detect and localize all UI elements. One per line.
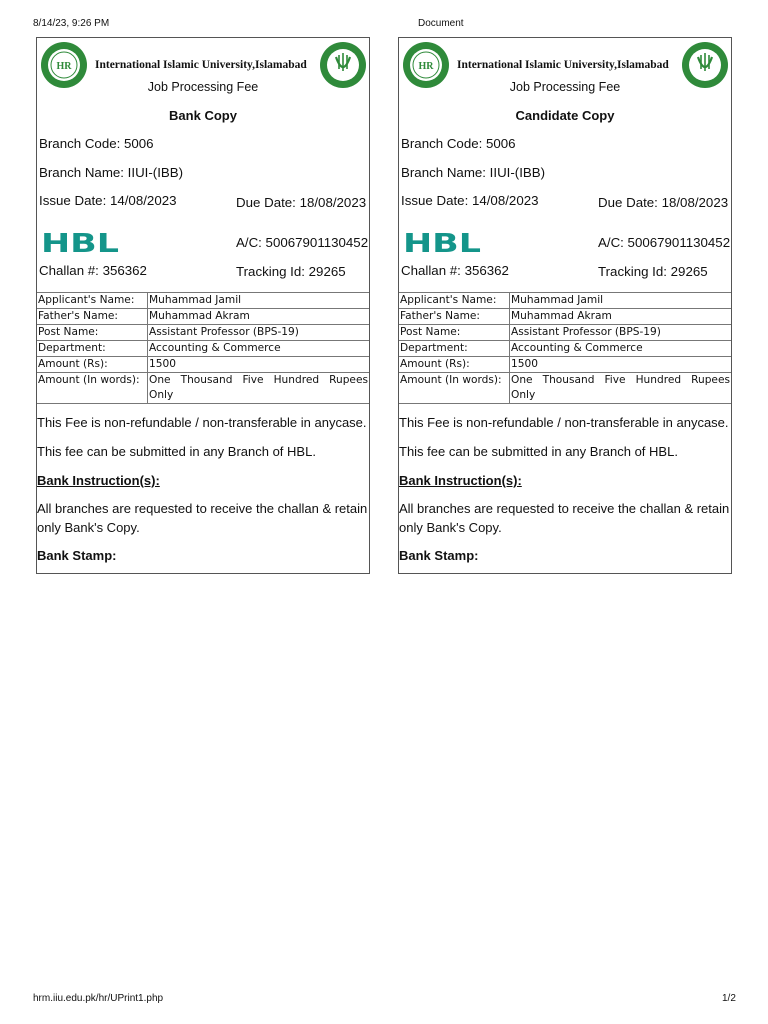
print-datetime: 8/14/23, 9:26 PM <box>33 18 110 29</box>
issue-date: Issue Date: 14/08/2023 <box>39 193 177 208</box>
svg-text:HBL: HBL <box>403 230 481 256</box>
bank-stamp-label: Bank Stamp: <box>37 548 117 563</box>
challan-candidate-copy <box>398 37 732 574</box>
challan-number: Challan #: 356362 <box>401 263 509 278</box>
row-label: Amount (In words): <box>37 373 148 404</box>
row-value: Muhammad Jamil <box>148 293 370 309</box>
row-label: Amount (Rs): <box>37 357 148 373</box>
bank-instructions-text: All branches are requested to receive the challan & retain only Bank's Copy. <box>37 501 368 535</box>
svg-text:HBL: HBL <box>41 230 119 256</box>
row-value: Accounting & Commerce <box>510 341 732 357</box>
print-url: hrm.iiu.edu.pk/hr/UPrint1.php <box>33 993 164 1004</box>
fee-type: Job Processing Fee <box>509 80 621 94</box>
due-date: Due Date: 18/08/2023 <box>236 195 367 210</box>
row-value: Muhammad Akram <box>148 309 370 325</box>
table-row <box>37 325 369 341</box>
print-title: Document <box>418 18 464 29</box>
branch-code: Branch Code: 5006 <box>401 136 516 151</box>
row-label: Amount (In words): <box>399 373 510 404</box>
table-row <box>399 293 731 309</box>
table-row <box>399 373 731 404</box>
non-refundable-note: This Fee is non-refundable / non-transferable in anycase. <box>399 415 729 430</box>
row-label: Post Name: <box>399 325 510 341</box>
svg-text:HR: HR <box>418 61 434 72</box>
row-value: Assistant Professor (BPS-19) <box>148 325 370 341</box>
university-name: International Islamic University,Islamabad <box>95 59 307 71</box>
bank-stamp-label: Bank Stamp: <box>399 548 479 563</box>
copy-type: Bank Copy <box>169 108 237 123</box>
due-date: Due Date: 18/08/2023 <box>598 195 729 210</box>
row-value: One Thousand Five Hundred Rupees Only <box>148 373 370 404</box>
row-label: Father's Name: <box>399 309 510 325</box>
bank-instructions-heading: Bank Instruction(s): <box>37 473 160 488</box>
row-label: Post Name: <box>37 325 148 341</box>
row-value: Muhammad Jamil <box>510 293 732 309</box>
non-refundable-note: This Fee is non-refundable / non-transferable in anycase. <box>37 415 367 430</box>
row-label: Amount (Rs): <box>399 357 510 373</box>
row-label: Department: <box>37 341 148 357</box>
row-value: One Thousand Five Hundred Rupees Only <box>510 373 732 404</box>
row-value: Assistant Professor (BPS-19) <box>510 325 732 341</box>
table-row <box>37 357 369 373</box>
hbl-logo-icon <box>41 230 121 256</box>
bank-instructions-heading: Bank Instruction(s): <box>399 473 522 488</box>
hbl-logo-icon <box>403 230 483 256</box>
row-label: Applicant's Name: <box>399 293 510 309</box>
fee-type: Job Processing Fee <box>147 80 259 94</box>
branch-note: This fee can be submitted in any Branch of HBL. <box>399 444 678 459</box>
row-value: 1500 <box>148 357 370 373</box>
challan-bank-copy <box>36 37 370 574</box>
row-value: Muhammad Akram <box>510 309 732 325</box>
tracking-id: Tracking Id: 29265 <box>598 264 708 279</box>
page-number: 1/2 <box>722 993 736 1004</box>
svg-text:HR: HR <box>56 61 72 72</box>
table-row <box>37 341 369 357</box>
issue-date: Issue Date: 14/08/2023 <box>401 193 539 208</box>
table-row <box>37 309 369 325</box>
row-label: Applicant's Name: <box>37 293 148 309</box>
table-row <box>399 325 731 341</box>
branch-note: This fee can be submitted in any Branch of HBL. <box>37 444 316 459</box>
table-row <box>399 357 731 373</box>
row-value: 1500 <box>510 357 732 373</box>
bank-instructions-text: All branches are requested to receive the challan & retain only Bank's Copy. <box>399 501 730 535</box>
account-number: A/C: 50067901130452 <box>598 235 731 250</box>
row-label: Father's Name: <box>37 309 148 325</box>
table-row <box>37 293 369 309</box>
applicant-details-table <box>399 292 731 404</box>
tracking-id: Tracking Id: 29265 <box>236 264 346 279</box>
university-name: International Islamic University,Islamabad <box>457 59 669 71</box>
branch-name: Branch Name: IIUI-(IBB) <box>401 165 546 180</box>
row-label: Department: <box>399 341 510 357</box>
challan-number: Challan #: 356362 <box>39 263 147 278</box>
account-number: A/C: 50067901130452 <box>236 235 369 250</box>
branch-name: Branch Name: IIUI-(IBB) <box>39 165 184 180</box>
table-row <box>399 341 731 357</box>
applicant-details-table <box>37 292 369 404</box>
table-row <box>399 309 731 325</box>
branch-code: Branch Code: 5006 <box>39 136 154 151</box>
row-value: Accounting & Commerce <box>148 341 370 357</box>
copy-type: Candidate Copy <box>515 108 615 123</box>
table-row <box>37 373 369 404</box>
